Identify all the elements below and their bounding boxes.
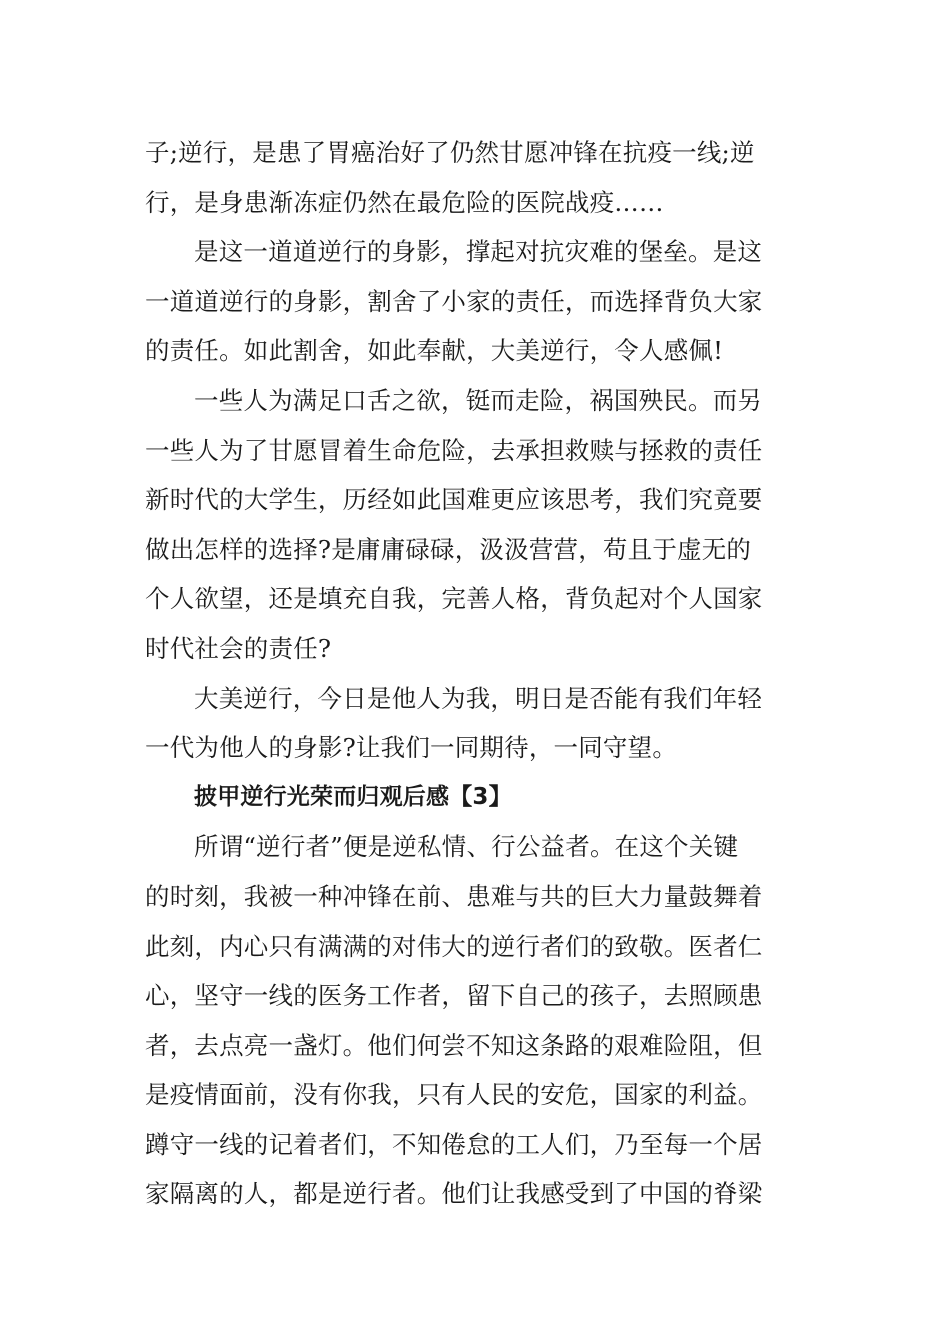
text-line: 子;逆行，是患了胃癌治好了仍然甘愿冲锋在抗疫一线;逆 — [145, 138, 755, 167]
text-line: 的责任。如此割舍，如此奉献，大美逆行，令人感佩! — [145, 336, 724, 366]
text-line: 是疫情面前，没有你我，只有人民的安危，国家的利益。 — [145, 1080, 763, 1110]
text-line: 的时刻，我被一种冲锋在前、患难与共的巨大力量鼓舞着 — [145, 881, 763, 911]
paragraph-start-line: 一些人为满足口舌之欲，铤而走险，祸国殃民。而另 — [194, 385, 763, 415]
text-line: 做出怎样的选择?是庸庸碌碌，汲汲营营，苟且于虚无的 — [145, 534, 752, 564]
paragraph-start-line: 大美逆行，今日是他人为我，明日是否能有我们年轻 — [194, 683, 763, 713]
text-line: 个人欲望，还是填充自我，完善人格，背负起对个人国家 — [145, 584, 763, 614]
text-line: 一道道逆行的身影，割舍了小家的责任，而选择背负大家 — [145, 286, 763, 316]
document-body — [145, 128, 790, 1219]
paragraph-start-line: 是这一道道逆行的身影，撑起对抗灾难的堡垒。是这 — [194, 237, 763, 267]
text-line: 新时代的大学生，历经如此国难更应该思考，我们究竟要 — [145, 485, 763, 515]
paragraph-start-line: 所谓“逆行者”便是逆私情、行公益者。在这个关键 — [194, 832, 739, 862]
text-line: 蹲守一线的记着者们，不知倦怠的工人们，乃至每一个居 — [145, 1129, 763, 1159]
text-line: 时代社会的责任? — [145, 633, 332, 663]
text-line: 家隔离的人，都是逆行者。他们让我感受到了中国的脊梁 — [145, 1179, 763, 1209]
text-line: 行，是身患渐冻症仍然在最危险的医院战疫…… — [145, 187, 664, 217]
section-heading: 披甲逆行光荣而归观后感【3】 — [194, 783, 512, 810]
text-line: 一些人为了甘愿冒着生命危险，去承担救赎与拯救的责任 — [145, 435, 763, 465]
text-line: 心，坚守一线的医务工作者，留下自己的孩子，去照顾患 — [145, 981, 763, 1011]
text-line: 一代为他人的身影?让我们一同期待，一同守望。 — [145, 733, 678, 763]
text-line: 此刻，内心只有满满的对伟大的逆行者们的致敬。医者仁 — [145, 931, 763, 961]
text-line: 者，去点亮一盏灯。他们何尝不知这条路的艰难险阻，但 — [145, 1030, 763, 1060]
